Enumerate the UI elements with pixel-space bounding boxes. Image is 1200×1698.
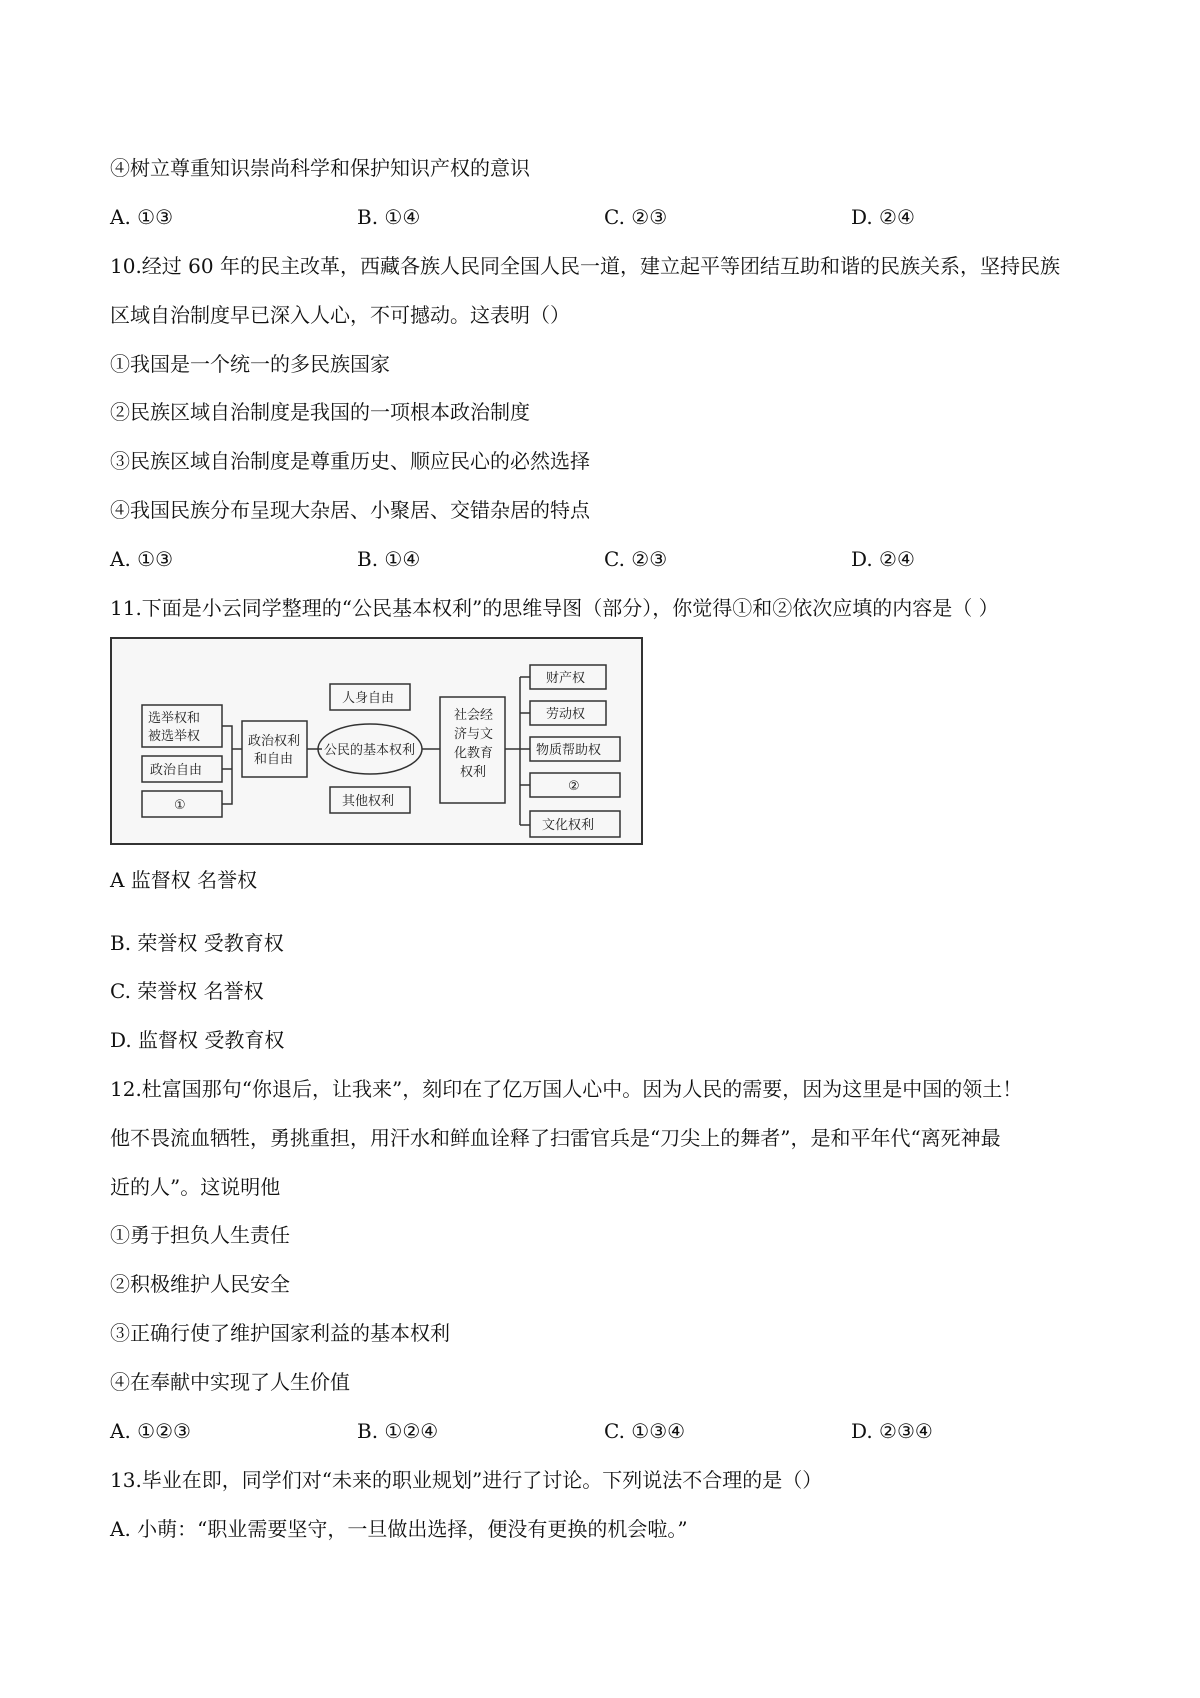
q11-option-b: B. 荣誉权 受教育权 — [110, 931, 284, 955]
q12-item-2: ②积极维护人民安全 — [110, 1272, 290, 1296]
q12-option-a: A. ①②③ — [110, 1419, 191, 1443]
right-hub-line1: 社会经 — [454, 708, 494, 723]
left-hub-line2: 和自由 — [254, 752, 294, 767]
q13-option-a: A. 小萌：“职业需要坚守，一旦做出选择，便没有更换的机会啦。” — [110, 1517, 688, 1541]
q12-stem-line1: 12.杜富国那句“你退后，让我来”，刻印在了亿万国人心中。因为人民的需要，因为这里是中国的领土！ — [110, 1077, 1023, 1101]
q9-option-a: A. ①③ — [110, 205, 174, 229]
left-item-1-line2: 被选举权 — [148, 729, 201, 744]
right-hub-line3: 化教育 — [454, 746, 494, 761]
q12-item-3: ③正确行使了维护国家利益的基本权利 — [110, 1321, 450, 1345]
q11-option-a: A 监督权 名誉权 — [110, 868, 258, 892]
right-item-1: 财产权 — [546, 671, 586, 686]
q12-option-d: D. ②③④ — [851, 1419, 933, 1443]
q10-stem-line1: 10.经过 60 年的民主改革，西藏各族人民同全国人民一道，建立起平等团结互助和谐的民族关系，坚持民族 — [110, 254, 1060, 278]
q10-option-c: C. ②③ — [604, 547, 668, 571]
q9-option-d: D. ②④ — [851, 205, 915, 229]
right-item-2: 劳动权 — [546, 707, 586, 722]
left-hub-box — [242, 721, 307, 777]
center-label: 公民的基本权利 — [324, 743, 416, 758]
right-item-5: 文化权利 — [542, 818, 595, 833]
q13-stem: 13.毕业在即，同学们对“未来的职业规划”进行了讨论。下列说法不合理的是（） — [110, 1468, 823, 1492]
mind-map-diagram — [110, 637, 643, 845]
q12-item-1: ①勇于担负人生责任 — [110, 1223, 290, 1247]
q9-item-4: ④树立尊重知识崇尚科学和保护知识产权的意识 — [110, 156, 530, 180]
left-item-1-line1: 选举权和 — [148, 711, 201, 726]
left-item-3: ① — [174, 798, 186, 813]
q10-option-a: A. ①③ — [110, 547, 174, 571]
right-hub-line2: 济与文 — [454, 727, 494, 742]
q12-stem-line3: 近的人”。这说明他 — [110, 1175, 281, 1199]
bottom-label: 其他权利 — [342, 794, 395, 809]
q10-item-1: ①我国是一个统一的多民族国家 — [110, 352, 390, 376]
q10-option-d: D. ②④ — [851, 547, 915, 571]
left-item-2: 政治自由 — [150, 763, 203, 778]
q11-option-d: D. 监督权 受教育权 — [110, 1028, 285, 1052]
q11-stem: 11.下面是小云同学整理的“公民基本权利”的思维导图（部分），你觉得①和②依次应填的内容是（ ） — [110, 596, 999, 620]
q12-item-4: ④在奉献中实现了人生价值 — [110, 1370, 350, 1394]
right-hub-line4: 权利 — [460, 765, 487, 780]
right-item-3: 物质帮助权 — [536, 743, 602, 758]
q12-option-b: B. ①②④ — [357, 1419, 439, 1443]
q10-item-4: ④我国民族分布呈现大杂居、小聚居、交错杂居的特点 — [110, 498, 590, 522]
q9-option-b: B. ①④ — [357, 205, 421, 229]
mind-map-svg — [112, 639, 641, 843]
q10-item-2: ②民族区域自治制度是我国的一项根本政治制度 — [110, 400, 530, 424]
q12-option-c: C. ①③④ — [604, 1419, 686, 1443]
left-hub-line1: 政治权利 — [248, 734, 301, 749]
q11-option-c: C. 荣誉权 名誉权 — [110, 979, 264, 1003]
q12-stem-line2: 他不畏流血牺牲，勇挑重担，用汗水和鲜血诠释了扫雷官兵是“刀尖上的舞者”，是和平年代“离死神最 — [110, 1126, 1001, 1150]
right-item-4: ② — [568, 779, 580, 794]
q10-item-3: ③民族区域自治制度是尊重历史、顺应民心的必然选择 — [110, 449, 590, 473]
q9-option-c: C. ②③ — [604, 205, 668, 229]
q10-stem-line2: 区域自治制度早已深入人心，不可撼动。这表明（） — [110, 303, 570, 327]
top-label: 人身自由 — [342, 691, 395, 706]
q10-option-b: B. ①④ — [357, 547, 421, 571]
